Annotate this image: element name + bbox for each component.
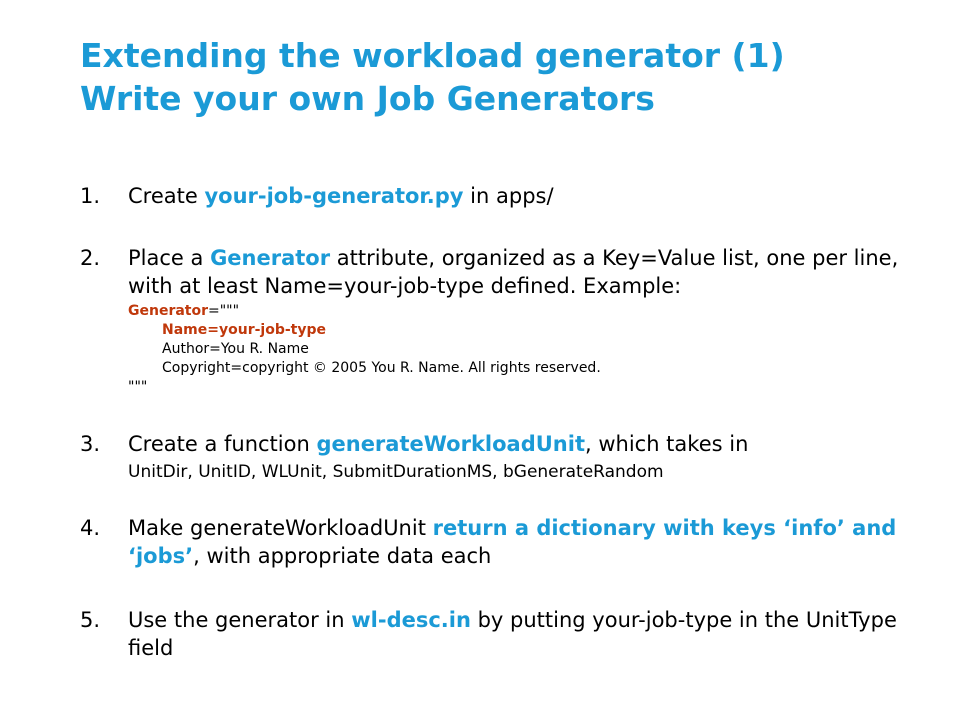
config-file-highlight: wl-desc.in xyxy=(351,608,471,632)
code-line-2: Name=your-job-type xyxy=(162,322,326,338)
title-line-1: Extending the workload generator (1) xyxy=(80,36,785,75)
step-1 xyxy=(80,182,900,210)
step-number: 5. xyxy=(80,608,101,632)
code-line-3: Author=You R. Name xyxy=(162,341,309,357)
code-line-1: Generator=""" xyxy=(128,303,240,319)
step-number: 4. xyxy=(80,516,101,540)
slide-title xyxy=(80,34,785,120)
step-number: 3. xyxy=(80,432,101,456)
step-text: Create a function generateWorkloadUnit, which takes in xyxy=(128,432,749,456)
title-line-2: Write your own Job Generators xyxy=(80,79,655,118)
function-highlight: generateWorkloadUnit xyxy=(316,432,585,456)
step-5 xyxy=(80,606,900,662)
code-example xyxy=(128,302,900,397)
code-line-5: """ xyxy=(128,379,148,395)
step-number: 1. xyxy=(80,184,101,208)
function-args: UnitDir, UnitID, WLUnit, SubmitDurationMS, bGenerateRandom xyxy=(128,462,664,482)
step-number: 2. xyxy=(80,246,101,270)
step-text: Use the generator in wl-desc.in by putting your-job-type in the UnitType field xyxy=(128,608,897,660)
step-text: Create your-job-generator.py in apps/ xyxy=(128,184,554,208)
generator-highlight: Generator xyxy=(210,246,331,270)
return-highlight: return a dictionary with keys ‘info’ and ‘jobs’ xyxy=(128,516,897,568)
step-3 xyxy=(80,430,900,486)
code-line-4: Copyright=copyright © 2005 You R. Name. All rights reserved. xyxy=(162,360,601,376)
step-4 xyxy=(80,514,900,570)
step-text: Make generateWorkloadUnit return a dictionary with keys ‘info’ and ‘jobs’, with appropriate data each xyxy=(128,516,897,568)
step-2 xyxy=(80,244,900,397)
step-text: Place a Generator attribute, organized as a Key=Value list, one per line, with at least Name=your-job-type defined. Example: xyxy=(128,246,899,298)
filename-highlight: your-job-generator.py xyxy=(204,184,464,208)
